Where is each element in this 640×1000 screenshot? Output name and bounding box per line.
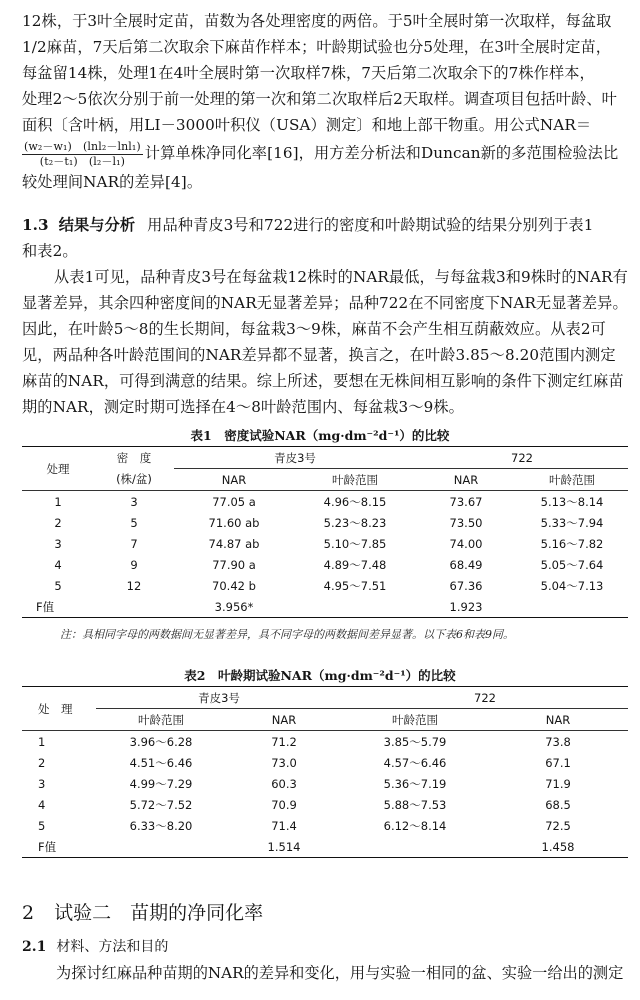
cell-range: 4.96～8.15 bbox=[323, 494, 387, 509]
cell-treatment: 2 bbox=[54, 515, 62, 530]
col-range: 叶龄范围 bbox=[516, 469, 628, 491]
section-title: 材料、方法和目的 bbox=[56, 939, 169, 955]
f-value-variety-1: 3.956* bbox=[214, 599, 254, 614]
cell-nar: 70.9 bbox=[271, 797, 297, 812]
cell-density: 3 bbox=[130, 494, 138, 509]
cell-nar: 73.50 bbox=[449, 515, 483, 530]
section-2-1-text: 为探讨红麻品种苗期的NAR的差异和变化，用与实验一相同的盆、实验一给出的测定 bbox=[56, 964, 624, 982]
table2-f-row bbox=[22, 836, 628, 858]
cell-range: 4.89～7.48 bbox=[323, 557, 387, 572]
table-row bbox=[22, 491, 628, 513]
header-treatment: 处 理 bbox=[22, 687, 96, 731]
nar-formula bbox=[22, 140, 143, 169]
cell-range: 4.95～7.51 bbox=[323, 578, 387, 593]
section-2-1-heading bbox=[22, 936, 168, 956]
formula-numerator: (w₂－w₁) (lnl₂－lnl₁) bbox=[24, 139, 141, 153]
col-nar: NAR bbox=[488, 709, 628, 731]
cell-density: 7 bbox=[130, 536, 138, 551]
table2-header-row bbox=[22, 687, 628, 709]
cell-nar: 74.00 bbox=[449, 536, 483, 551]
cell-treatment: 3 bbox=[54, 536, 62, 551]
cell-nar: 71.2 bbox=[271, 734, 297, 749]
cell-treatment: 3 bbox=[38, 776, 46, 791]
col-nar: NAR bbox=[174, 469, 294, 491]
cell-nar: 72.5 bbox=[545, 818, 571, 833]
paragraph-text: 从表1可见，品种青皮3号在每盆栽12株时的NAR最低，与每盆栽3和9株时的NAR有显著差异，其余四种密度间的NAR无显著差异；品种722在不同密度下NAR无显著差异。因此，在叶龄5～8的生长期间，每盆栽3～9株，麻苗不会产生相互荫蔽效应。从表2可见，两品种各叶龄范围间的NAR差异都不显著，换言之，在叶龄3.85～8.20范围内测定麻苗的NAR，可得到满意的结果。综上所述，要想在无株间相互影响的条件下测定红麻苗期的NAR，测定时期可选择在4～8叶龄范围内、每盆栽3～9株。 bbox=[22, 268, 628, 416]
table2 bbox=[22, 686, 628, 858]
table-row bbox=[22, 554, 628, 575]
cell-range: 5.88～7.53 bbox=[383, 797, 447, 812]
cell-nar: 73.8 bbox=[545, 734, 571, 749]
f-value-variety-1: 1.514 bbox=[267, 839, 301, 854]
results-paragraph bbox=[22, 264, 628, 420]
section-title: 结果与分析 bbox=[58, 216, 136, 234]
cell-nar: 77.90 a bbox=[212, 557, 256, 572]
cell-nar: 71.4 bbox=[271, 818, 297, 833]
cell-nar: 71.60 ab bbox=[208, 515, 260, 530]
header-density-unit: (株/盆) bbox=[94, 469, 174, 491]
cell-nar: 70.42 b bbox=[212, 578, 256, 593]
cell-treatment: 1 bbox=[54, 494, 62, 509]
cell-range: 5.36～7.19 bbox=[383, 776, 447, 791]
table2-subheader-row bbox=[22, 709, 628, 731]
cell-density: 12 bbox=[126, 578, 142, 593]
table-row bbox=[22, 773, 628, 794]
formula-line bbox=[22, 138, 628, 169]
cell-range: 6.12～8.14 bbox=[383, 818, 447, 833]
section-title: 试验二 苗期的净同化率 bbox=[54, 902, 264, 924]
col-range: 叶龄范围 bbox=[294, 469, 416, 491]
section-2-heading bbox=[22, 898, 263, 925]
formula-denominator: (t₂－t₁) (l₂－l₁) bbox=[39, 154, 125, 168]
cell-treatment: 4 bbox=[54, 557, 62, 572]
text-line: 1/2麻苗，7天后第二次取余下麻苗作样本；叶龄期试验也分5处理，在3叶全展时定苗， bbox=[22, 38, 612, 56]
cell-treatment: 1 bbox=[38, 734, 46, 749]
cell-nar: 67.1 bbox=[545, 755, 571, 770]
cell-range: 5.05～7.64 bbox=[540, 557, 604, 572]
cell-nar: 73.0 bbox=[271, 755, 297, 770]
section-number: 2 bbox=[22, 902, 35, 924]
table1 bbox=[22, 446, 628, 618]
cell-range: 5.04～7.13 bbox=[540, 578, 604, 593]
section-number: 1.3 bbox=[22, 216, 49, 234]
table2-caption: 表2 叶龄期试验NAR（mg·dm⁻²d⁻¹）的比较 bbox=[184, 668, 456, 683]
table-row bbox=[22, 512, 628, 533]
cell-treatment: 5 bbox=[54, 578, 62, 593]
cell-density: 9 bbox=[130, 557, 138, 572]
header-variety-1: 青皮3号 bbox=[96, 687, 342, 709]
cell-range: 6.33～8.20 bbox=[129, 818, 193, 833]
text-run: 计算单株净同化率[16]，用方差分析法和Duncan新的多范围检验法比 bbox=[144, 144, 619, 162]
cell-treatment: 4 bbox=[38, 797, 46, 812]
table-row bbox=[22, 533, 628, 554]
f-value-label: F值 bbox=[36, 599, 55, 614]
intro-paragraph bbox=[22, 8, 628, 195]
cell-treatment: 2 bbox=[38, 755, 46, 770]
header-treatment: 处理 bbox=[22, 447, 94, 491]
cell-nar: 73.67 bbox=[449, 494, 483, 509]
cell-range: 5.33～7.94 bbox=[540, 515, 604, 530]
section-1-3 bbox=[22, 212, 628, 264]
cell-range: 5.13～8.14 bbox=[540, 494, 604, 509]
f-value-label: F值 bbox=[38, 839, 57, 854]
header-variety-2: 722 bbox=[416, 447, 628, 469]
cell-density: 5 bbox=[130, 515, 138, 530]
header-variety-1: 青皮3号 bbox=[174, 447, 416, 469]
header-density: 密 度 bbox=[116, 450, 152, 465]
cell-range: 3.85～5.79 bbox=[383, 734, 447, 749]
cell-range: 3.96～6.28 bbox=[129, 734, 193, 749]
table-row bbox=[22, 575, 628, 596]
cell-nar: 68.5 bbox=[545, 797, 571, 812]
cell-range: 4.99～7.29 bbox=[129, 776, 193, 791]
cell-treatment: 5 bbox=[38, 818, 46, 833]
header-variety-2: 722 bbox=[342, 687, 628, 709]
cell-range: 5.10～7.85 bbox=[323, 536, 387, 551]
cell-nar: 71.9 bbox=[545, 776, 571, 791]
text-line: 12株，于3叶全展时定苗，苗数为各处理密度的两倍。于5叶全展时第一次取样，每盆取 bbox=[22, 12, 612, 30]
cell-range: 5.16～7.82 bbox=[540, 536, 604, 551]
col-range: 叶龄范围 bbox=[96, 709, 226, 731]
f-value-variety-2: 1.458 bbox=[541, 839, 575, 854]
table1-note: 注：具相同字母的两数据间无显著差异，具不同字母的两数据间差异显著。以下表6和表9同。 bbox=[60, 628, 514, 641]
cell-nar: 68.49 bbox=[449, 557, 483, 572]
section-number: 2.1 bbox=[22, 939, 47, 955]
cell-nar: 60.3 bbox=[271, 776, 297, 791]
table-row bbox=[22, 815, 628, 836]
table-row bbox=[22, 794, 628, 815]
cell-nar: 67.36 bbox=[449, 578, 483, 593]
table-row bbox=[22, 752, 628, 773]
text-run: 用品种青皮3号和722进行的密度和叶龄期试验的结果分别列于表1 bbox=[147, 216, 594, 234]
cell-range: 5.23～8.23 bbox=[323, 515, 387, 530]
cell-range: 5.72～7.52 bbox=[129, 797, 193, 812]
text-line: 和表2。 bbox=[22, 242, 78, 260]
table-row bbox=[22, 731, 628, 753]
col-nar: NAR bbox=[226, 709, 342, 731]
cell-nar: 74.87 ab bbox=[208, 536, 260, 551]
cell-nar: 77.05 a bbox=[212, 494, 256, 509]
table1-subheader-row bbox=[22, 469, 628, 491]
col-nar: NAR bbox=[416, 469, 516, 491]
table1-f-row bbox=[22, 596, 628, 618]
table1-header-row bbox=[22, 447, 628, 469]
text-line: 处理2～5依次分别于前一处理的第一次和第二次取样后2天取样。调查项目包括叶龄、叶 bbox=[22, 90, 617, 108]
col-range: 叶龄范围 bbox=[342, 709, 488, 731]
text-line: 每盆留14株，处理1在4叶全展时第一次取样7株，7天后第二次取余下的7株作样本， bbox=[22, 64, 595, 82]
table1-caption: 表1 密度试验NAR（mg·dm⁻²d⁻¹）的比较 bbox=[190, 428, 450, 443]
f-value-variety-2: 1.923 bbox=[449, 599, 483, 614]
text-line: 较处理间NAR的差异[4]。 bbox=[22, 172, 203, 191]
text-line: 面积〔含叶柄，用LI－3000叶积仪（USA）测定〕和地上部干物重。用公式NAR＝ bbox=[22, 116, 592, 134]
cell-range: 4.57～6.46 bbox=[383, 755, 447, 770]
cell-range: 4.51～6.46 bbox=[129, 755, 193, 770]
